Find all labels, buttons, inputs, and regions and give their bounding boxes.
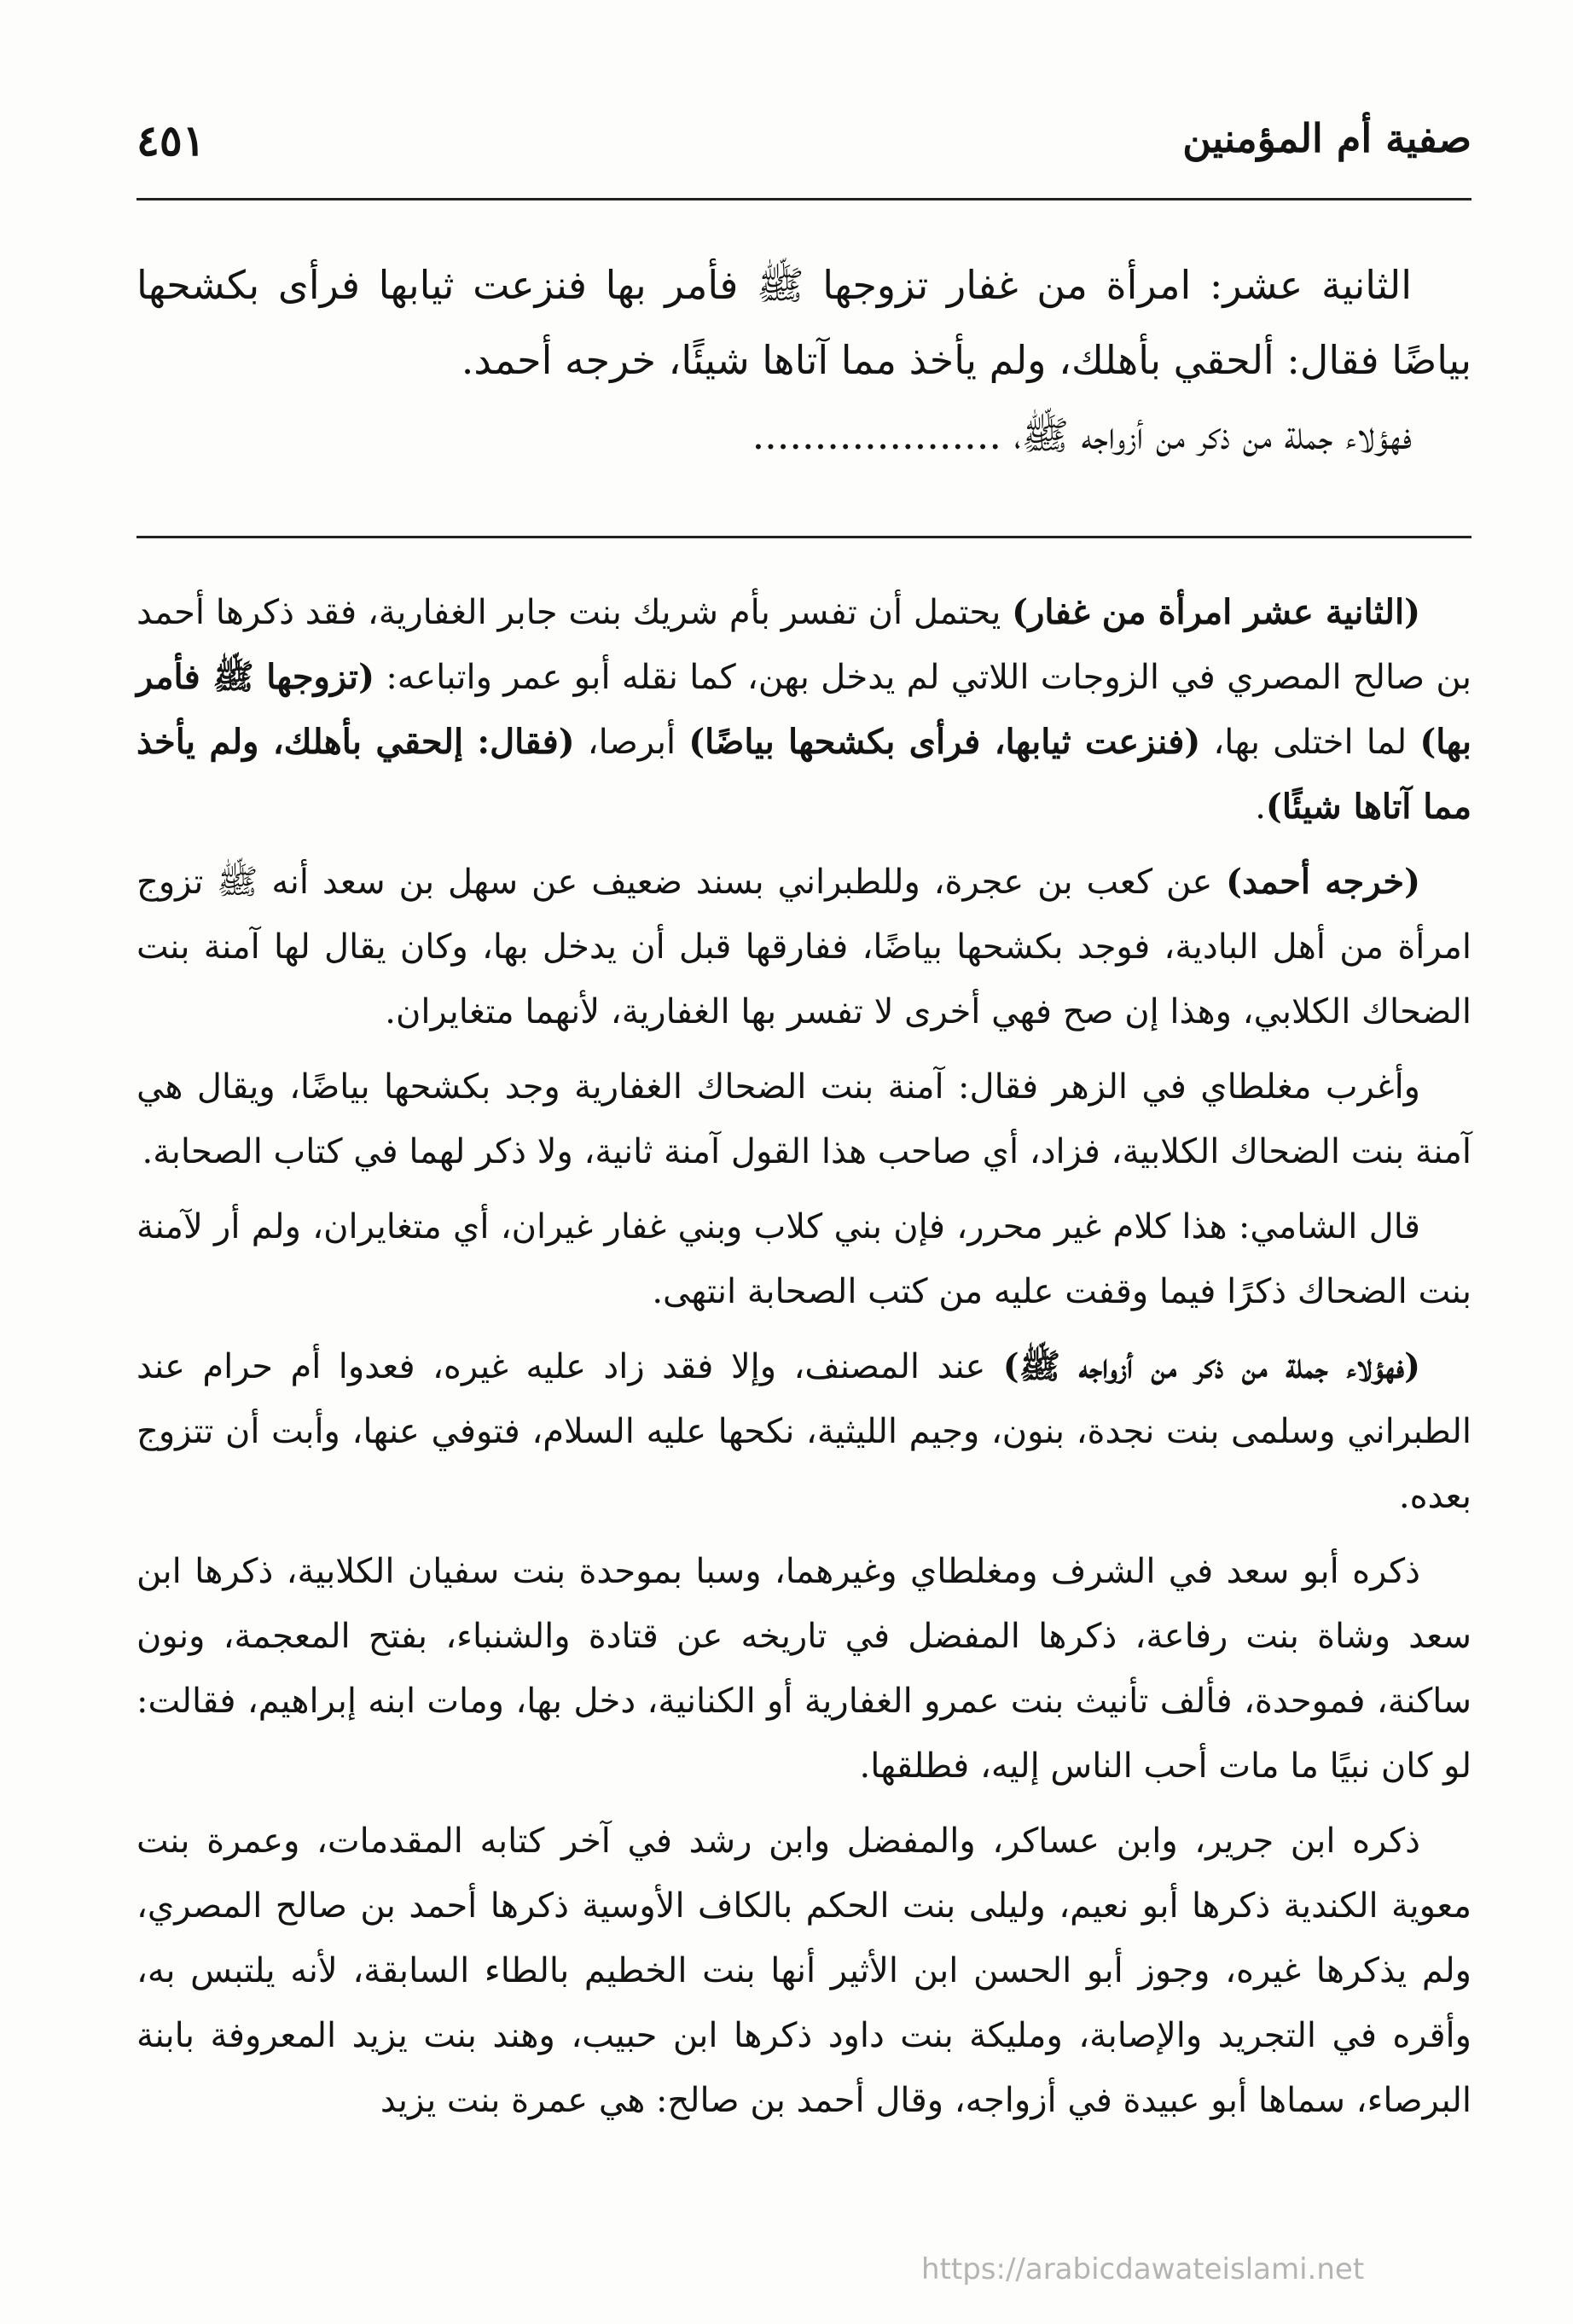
watermark-url: https://arabicdawateislami.net [921,2252,1365,2286]
main-text [136,247,1471,473]
dotted-leader: .................... [752,412,1002,458]
commentary-text: . [1255,787,1266,827]
commentary-text: أبرصا، [574,723,689,762]
commentary-paragraph-7: ذكره ابن جرير، وابن عساكر، والمفضل وابن رشد في آخر كتابه المقدمات، وعمرة بنت معوية الكندية ذكرها أبو نعيم، وليلى بنت الحكم بالكاف الأوسية ذكرها أحمد بن صالح المصري، ولم يذكرها غيره، وجوز أبو الحسن ابن الأثير أنها بنت الخطيم بالطاء السابقة، لأنه يلتبس به، وأقره في التجريد والإصابة، ومليكة بنت داود ذكرها ابن حبيب، وهند بنت يزيد المعروفة بابنة البرصاء، سماها أبو عبيدة في أزواجه، وقال أحمد بن صالح: هي عمرة بنت يزيد [136,1821,1471,2120]
commentary-paragraph-1 [136,580,1471,840]
commentary-text: عن كعب بن عجرة، وللطبراني بسند ضعيف عن سهل بن سعد أنه ﷺ تزوج امرأة من أهل البادية، فوجد بكشحها بياضًا، ففارقها قبل أن يدخل بها، وكان يقال لها آمنة بنت الضحاك الكلابي، وهذا إن صح فهي أخرى لا تفسر بها الغفارية، لأنهما متغايران. [136,863,1471,1031]
commentary-paragraph-4: قال الشامي: هذا كلام غير محرر، فإن بني كلاب وبني غفار غيران، أي متغايران، ولم أر لآمنة بنت الضحاك ذكرًا فيما وقفت عليه من كتب الصحابة انتهى. [136,1207,1471,1311]
quoted-phrase: (فقال: إلحقي بأهلك، ولم يأخذ مما آتاها شيئًا) [136,722,1471,827]
main-text-paragraph-2 [136,398,1471,473]
separator-rule [136,536,1471,538]
commentary-text: عند المصنف، وإلا فقد زاد عليه غيره، فعدوا أم حرام عند الطبراني وسلمى بنت نجدة، بنون، وجيم الليثية، نكحها عليه السلام، فتوفي عنها، وأبت أن تتزوج بعده. [136,1347,1471,1516]
quoted-phrase: (فنزعت ثيابها، فرأى بكشحها بياضًا) [688,722,1201,762]
quoted-phrase: (فهؤلاء جملة من ذكر من أزواجه ﷺ) [1002,1346,1420,1386]
commentary-paragraph-3: وأغرب مغلطاي في الزهر فقال: آمنة بنت الضحاك الغفارية وجد بكشحها بياضًا، ويقال هي آمنة بنت الضحاك الكلابية، فزاد، أي صاحب هذا القول آمنة ثانية، ولا ذكر لهما في كتاب الصحابة. [136,1067,1471,1171]
running-title: صفية أم المؤمنين [1182,115,1471,161]
main-text-line: فهؤلاء جملة من ذكر من أزواجه ﷺ، [1013,412,1412,458]
quoted-phrase: (تزوجها ﷺ فأمر بها) [136,657,1472,762]
commentary-text: لما اختلى بها، [1200,723,1420,762]
commentary-text: يحتمل أن تفسر بأم شريك بنت جابر الغفارية، فقد ذكرها أحمد بن صالح المصري في الزوجات اللاتي لم يدخل بهن، كما نقله أبو عمر واتباعه: [136,593,1471,697]
quoted-phrase: (خرجه أحمد) [1226,862,1420,902]
page [136,0,1471,2324]
quoted-phrase: (الثانية عشر امرأة من غفار) [1012,592,1421,632]
commentary [136,580,1471,2143]
commentary-paragraph-6: ذكره أبو سعد في الشرف ومغلطاي وغيرهما، وسبا بموحدة بنت سفيان الكلابية، ذكرها ابن سعد وشاة بنت رفاعة، ذكرها المفضل في تاريخه عن قتادة والشنباء، بفتح المعجمة، ونون ساكنة، فموحدة، فألف تأنيث بنت عمرو الغفارية أو الكنانية، دخل بها، ومات ابنه إبراهيم، فقالت: لو كان نبيًا ما مات أحب الناس إليه، فطلقها. [136,1552,1471,1786]
page-number: ٤٥١ [136,115,206,166]
page-header [136,115,1471,183]
commentary-paragraph-5 [136,1334,1471,1529]
header-rule [136,198,1471,200]
main-text-paragraph: الثانية عشر: امرأة من غفار تزوجها ﷺ فأمر بها فنزعت ثيابها فرأى بكشحها بياضًا فقال: ألحقي بأهلك، ولم يأخذ مما آتاها شيئًا، خرجه أحمد. [136,262,1471,383]
commentary-paragraph-2 [136,850,1471,1044]
